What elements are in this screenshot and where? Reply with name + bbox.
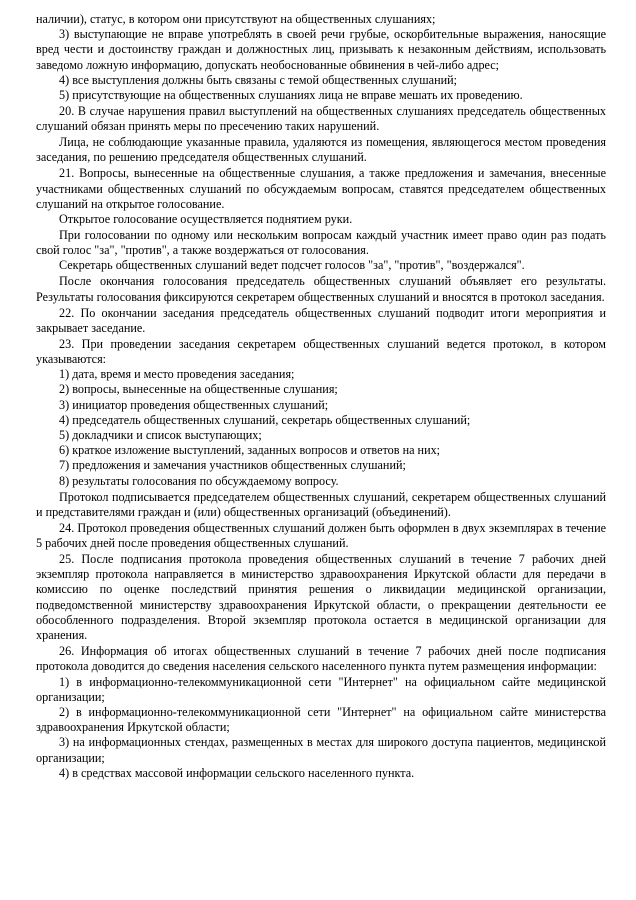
paragraph-vote-count: Секретарь общественных слушаний ведет подсчет голосов "за", "против", "воздержался". [59, 258, 525, 273]
list-item-info-1: 1) в информационно-телекоммуникационной сети "Интернет" на официальном сайте медицинской организации; [36, 674, 606, 704]
list-item-info-3: 3) на информационных стендах, размещенных в местах для широкого доступа пациентов, медицинской организации; [36, 735, 606, 765]
list-item-protocol-4: 4) председатель общественных слушаний, секретарь общественных слушаний; [59, 412, 471, 427]
list-item-protocol-1: 1) дата, время и место проведения заседания; [59, 367, 295, 382]
list-item-protocol-7: 7) предложения и замечания участников общественных слушаний; [59, 458, 406, 473]
list-item-protocol-3: 3) инициатор проведения общественных слушаний; [59, 397, 329, 412]
paragraph-rule-5: 5) присутствующие на общественных слушаниях лица не вправе мешать их проведению. [59, 88, 523, 103]
paragraph-vote-results: После окончания голосования председатель общественных слушаний объявляет его результаты. Результаты голосования фиксируются секретарем общественных слушаний и вносятся в протокол заседания. [36, 274, 606, 304]
paragraph-section-20-removal: Лица, не соблюдающие указанные правила, удаляются из помещения, являющегося местом проведения заседания, по решению председателя общественных слушаний. [36, 135, 606, 165]
paragraph-section-21: 21. Вопросы, вынесенные на общественные слушания, а также предложения и замечания, внесенные участниками общественных слушаний по обсуждаемым вопросам, ставятся председателем общественных слушаний на открытое голосование. [36, 166, 606, 211]
paragraph-section-26: 26. Информация об итогах общественных слушаний в течение 7 рабочих дней после подписания протокола доводится до сведения населения сельского населенного пункта путем размещения информации: [36, 644, 606, 674]
paragraph-section-24: 24. Протокол проведения общественных слушаний должен быть оформлен в двух экземплярах в течение 5 рабочих дней после проведения общественных слушаний. [36, 520, 606, 551]
paragraph-continuation: наличии), статус, в котором они присутствуют на общественных слушаниях; [36, 12, 436, 26]
paragraph-section-20: 20. В случае нарушения правил выступлений на общественных слушаниях председатель общественных слушаний обязан принять меры по пресечению таких нарушений. [36, 104, 606, 134]
paragraph-protocol-signing: Протокол подписывается председателем общественных слушаний, секретарем общественных слушаний и представителями граждан и (или) общественных организаций (объединений). [36, 489, 606, 519]
paragraph-rule-3: 3) выступающие не вправе употреблять в своей речи грубые, оскорбительные выражения, наносящие вред чести и достоинству граждан и должностных лиц, призывать к незаконным действиям, использовать заведомо ложную информацию, допускать необоснованные обвинения в чей-либо адрес; [36, 27, 606, 72]
paragraph-rule-4: 4) все выступления должны быть связаны с темой общественных слушаний; [59, 72, 458, 87]
paragraph-section-25: 25. После подписания протокола проведения общественных слушаний в течение 7 рабочих дней экземпляр протокола направляется в министерство здравоохранения Иркутской области для передачи в комиссию по оценке последствий принятия решения о ликвидации медицинской организации, подведомственной министерству здравоохранения Иркутской области, о прекращении деятельности ее обособленного подразделения. Второй экземпляр протокола остается в медицинской организации для хранения. [36, 552, 606, 643]
document-body [36, 12, 606, 781]
list-item-protocol-5: 5) докладчики и список выступающих; [59, 428, 262, 443]
list-item-protocol-8: 8) результаты голосования по обсуждаемому вопросу. [59, 473, 339, 488]
list-item-info-2: 2) в информационно-телекоммуникационной сети "Интернет" на официальном сайте министерства здравоохранения Иркутской области; [36, 704, 606, 735]
paragraph-section-22: 22. По окончании заседания председатель общественных слушаний подводит итоги мероприятия и закрывает заседание. [36, 305, 606, 335]
paragraph-voting-right: При голосовании по одному или нескольким вопросам каждый участник имеет право один раз подать свой голос "за", "против", а также воздержаться от голосования. [36, 228, 606, 258]
list-item-protocol-2: 2) вопросы, вынесенные на общественные слушания; [59, 382, 338, 397]
list-item-info-4: 4) в средствах массовой информации сельского населенного пункта. [59, 765, 415, 780]
list-item-protocol-6: 6) краткое изложение выступлений, заданных вопросов и ответов на них; [59, 443, 441, 458]
paragraph-section-23: 23. При проведении заседания секретарем общественных слушаний ведется протокол, в котором указываются: [36, 336, 606, 367]
paragraph-open-vote: Открытое голосование осуществляется поднятием руки. [59, 212, 353, 227]
